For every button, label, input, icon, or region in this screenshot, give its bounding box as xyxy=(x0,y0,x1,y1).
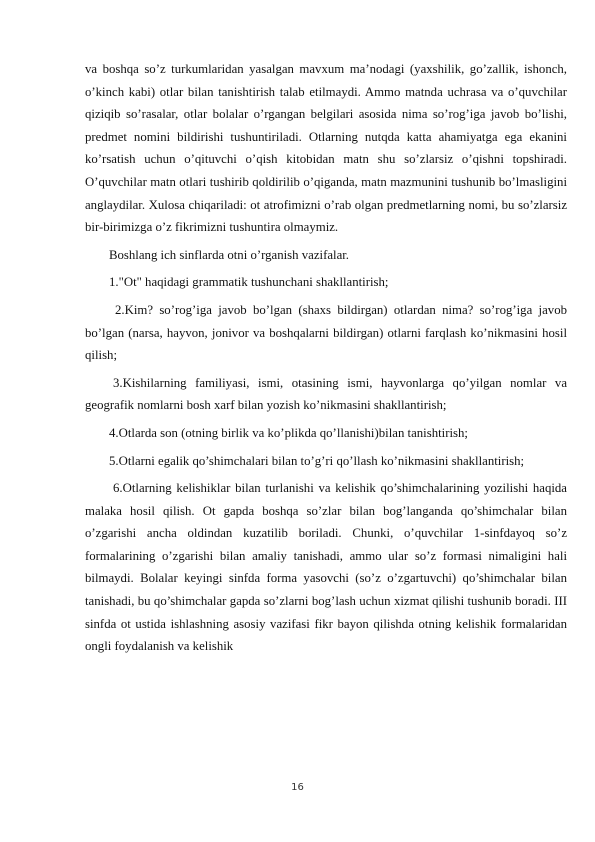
page-body xyxy=(85,58,567,658)
task-item-5: 5.Otlarni egalik qo’shimchalari bilan to’g’ri qo’llash ko’nikmasini shakllantirish; xyxy=(109,453,525,468)
paragraph-intro: va boshqa so’z turkumlaridan yasalgan mavxum ma’nodagi (yaxshilik, go’zallik, ishonch, o’kinch kabi) otlar bilan tanishtirish talab etilmaydi. Ammo matnda uchrasa va o’quvchilar qiziqib so’rasalar, otlar bolalar o’rgangan belgilari asosida nima so’rog’iga javob bo’lishi, predmet nomini bildirishi tushuntiriladi. Otlarning nutqda katta ahamiyatga ega ekanini ko’rsatish uchun o’qituvchi o’qish kitobidan matn shu so’zlarsiz o’qishni topshiradi. O’quvchilar matn otlari tushirib qoldirilib o’qiganda, matn mazmunini tushunib bo’lmasligini anglaydilar. Xulosa chiqariladi: ot atrofimizni o’rab olgan predmetlarning nomi, bu so’zlarsiz bir-birimizga o’z fikrimizni tushuntira olmaymiz. xyxy=(85,62,567,235)
task-item-6: 6.Otlarning kelishiklar bilan turlanishi va kelishik qo’shimchalarining yozilishi haqida malaka hosil qilish. Ot gapda boshqa so’zlar bilan bog’langanda qo’shimchalar bilan o’zgarishi ancha oldindan kuzatilib boriladi. Chunki, o’quvchilar 1-sinfdayoq so’z formalarining o’zgarishi bilan amaliy tanishadi, ammo ular so’z formasi nimaligini hali bilmaydi. Bolalar keyingi sinfda forma yasovchi (so’z o’zgartuvchi) qo’shimchalar bilan tanishadi, bu qo’shimchalar gapda so’zlarni bog’lash uchun xizmat qilishi tushunib boradi. III sinfda ot ustida ishlashning asosiy vazifasi fikr bayon qilishda otning kelishik formalaridan ongli foydalanish va kelishik xyxy=(85,481,567,654)
task-item-2: 2.Kim? so’rog’iga javob bo’lgan (shaxs bildirgan) otlardan nima? so’rog’iga javob bo’lgan (narsa, hayvon, jonivor va boshqalarni bildirgan) otlarni farqlash ko’nikmasini hosil qilish; xyxy=(85,302,567,363)
task-item-4: 4.Otlarda son (otning birlik va ko’plikda qo’llanishi)bilan tanishtirish; xyxy=(109,425,468,440)
task-item-1: 1."Ot" haqidagi grammatik tushunchani shakllantirish; xyxy=(109,275,389,290)
page-number: 16 xyxy=(291,782,304,793)
section-heading: Boshlang ich sinflarda otni o’rganish vazifalar. xyxy=(109,247,349,262)
task-item-3: 3.Kishilarning familiyasi, ismi, otasining ismi, hayvonlarga qo’yilgan nomlar va geografik nomlarni bosh xarf bilan yozish ko’nikmasini shakllantirish; xyxy=(85,375,567,413)
